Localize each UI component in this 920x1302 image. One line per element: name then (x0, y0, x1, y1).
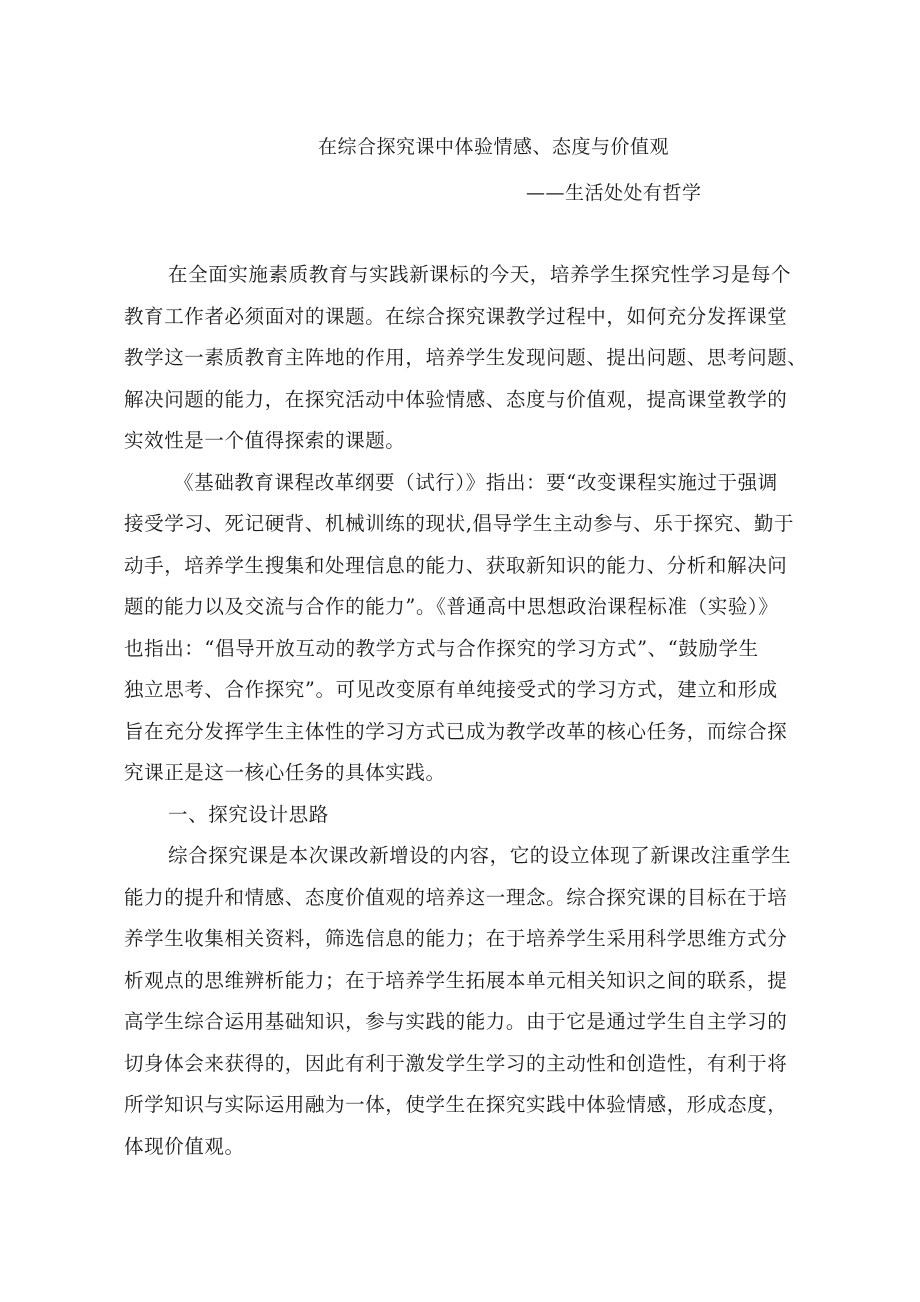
document-body (124, 254, 808, 1167)
paragraph-2-line: 接受学习、死记硬背、机械训练的现状,倡导学生主动参与、乐于探究、勤于 (124, 512, 795, 535)
paragraph-1-line: 教学这一素质教育主阵地的作用，培养学生发现问题、提出问题、思考问题、 (124, 346, 808, 369)
paragraph-2-line: 动手，培养学生搜集和处理信息的能力、获取新知识的能力、分析和解决问 (124, 553, 788, 577)
paragraph-1-line: 解决问题的能力，在探究活动中体验情感、态度与价值观，提高课堂教学的 (124, 387, 788, 411)
paragraph-3-line: 综合探究课是本次课改新增设的内容，它的设立体现了新课改注重学生 (168, 844, 792, 867)
document-subtitle: ——生活处处有哲学 (526, 182, 702, 204)
paragraph-2-line: 《基础教育课程改革纲要（试行）》指出：要“改变课程实施过于强调 (174, 470, 778, 494)
paragraph-3-line: 能力的提升和情感、态度价值观的培养这一理念。综合探究课的目标在于培 (124, 885, 788, 909)
document-title: 在综合探究课中体验情感、态度与价值观 (318, 136, 670, 158)
paragraph-2-line: 也指出：“倡导开放互动的教学方式与合作探究的学习方式”、“鼓励学生 (124, 636, 759, 660)
paragraph-1-line: 教育工作者必须面对的课题。在综合探究课教学过程中，如何充分发挥课堂 (124, 304, 788, 328)
paragraph-2-line: 究课正是这一核心任务的具体实践。 (124, 761, 446, 784)
paragraph-3-line: 所学知识与实际运用融为一体，使学生在探究实践中体验情感，形成态度， (124, 1093, 788, 1116)
paragraph-3-line: 析观点的思维辨析能力；在于培养学生拓展本单元相关知识之间的联系，提 (124, 968, 788, 992)
paragraph-1-line: 在全面实施素质教育与实践新课标的今天，培养学生探究性学习是每个 (168, 263, 792, 286)
paragraph-2-line: 题的能力以及交流与合作的能力”。《普通高中思想政治课程标准（实验）》 (124, 595, 779, 618)
paragraph-2-line: 旨在充分发挥学生主体性的学习方式已成为教学改革的核心任务，而综合探 (124, 719, 788, 743)
paragraph-2-line: 独立思考、合作探究”。可见改变原有单纯接受式的学习方式，建立和形成 (124, 678, 778, 701)
paragraph-1-line: 实效性是一个值得探索的课题。 (124, 429, 406, 452)
paragraph-3-line: 体现价值观。 (124, 1134, 245, 1158)
paragraph-3-line: 切身体会来获得的，因此有利于激发学生学习的主动性和创造性，有利于将 (124, 1051, 788, 1075)
section-heading: 一、探究设计思路 (168, 802, 329, 826)
paragraph-3-line: 养学生收集相关资料，筛选信息的能力；在于培养学生采用科学思维方式分 (124, 927, 788, 950)
paragraph-3-line: 高学生综合运用基础知识，参与实践的能力。由于它是通过学生自主学习的 (124, 1010, 788, 1033)
